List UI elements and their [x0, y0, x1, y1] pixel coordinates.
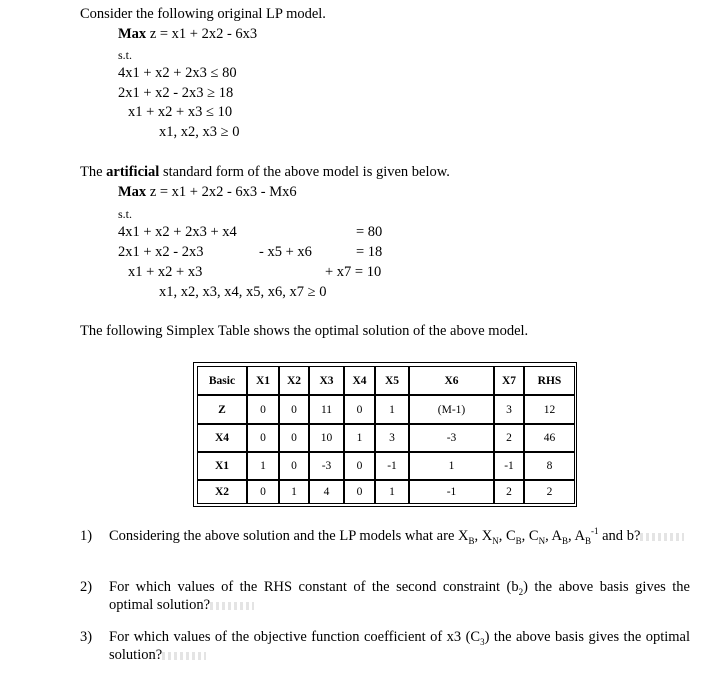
af-row-1-rhs: = 80	[356, 224, 383, 240]
redacted-mark	[162, 652, 206, 660]
table-cell: 1	[375, 480, 409, 504]
question-1	[80, 527, 690, 567]
intro-original-model: Consider the following original LP model.	[80, 6, 326, 22]
letter: A	[574, 528, 585, 544]
table-cell: 1	[344, 424, 375, 452]
table-basic-cell: X1	[197, 452, 247, 480]
sub: B	[584, 535, 591, 546]
af-row-3-rhs: + x7 = 10	[325, 264, 382, 280]
af-row-1-left: 4x1 + x2 + 2x3 + x4	[118, 224, 237, 240]
table-cell: 2	[494, 424, 524, 452]
table-cell: 0	[279, 395, 309, 424]
table-header-cell: X7	[494, 366, 524, 395]
table-cell: 0	[279, 424, 309, 452]
letter: C	[505, 528, 516, 544]
letter: A	[551, 528, 563, 544]
simplex-table	[193, 362, 577, 507]
intro-pre: The	[80, 164, 107, 180]
table-header-cell: X5	[375, 366, 409, 395]
table-cell: -1	[494, 452, 524, 480]
table-cell: (M-1)	[409, 395, 494, 424]
af-row-2-left: 2x1 + x2 - 2x3	[118, 244, 204, 260]
table-cell: 0	[344, 480, 375, 504]
constraint-2: 2x1 + x2 - 2x3 ≥ 18	[118, 85, 234, 101]
sub: B	[468, 535, 475, 546]
sub: N	[492, 535, 499, 546]
table-cell: 11	[309, 395, 344, 424]
q1-tail: b?	[626, 528, 641, 544]
table-cell: 0	[279, 452, 309, 480]
table-cell: -1	[375, 452, 409, 480]
table-cell: 0	[247, 395, 279, 424]
table-basic-cell: X4	[197, 424, 247, 452]
table-cell: 4	[309, 480, 344, 504]
table-header-cell: RHS	[524, 366, 575, 395]
table-cell: 1	[279, 480, 309, 504]
redacted-mark	[640, 533, 684, 541]
table-cell: -3	[409, 424, 494, 452]
sub: B	[515, 535, 522, 546]
intro-artificial-form	[80, 163, 450, 181]
table-header-cell: X2	[279, 366, 309, 395]
table-cell: 1	[409, 452, 494, 480]
table-cell: 0	[344, 395, 375, 424]
table-cell: 2	[494, 480, 524, 504]
table-header-cell: X6	[409, 366, 494, 395]
table-cell: 3	[375, 424, 409, 452]
constraint-3: x1 + x2 + x3 ≤ 10	[128, 104, 233, 120]
q2-text2: ) the above basis gives the optimal solution?	[109, 579, 690, 613]
table-cell: 1	[375, 395, 409, 424]
table-header-cell: X3	[309, 366, 344, 395]
intro-bold: artificial	[106, 164, 160, 180]
objective-original	[118, 25, 257, 43]
question-text	[109, 578, 690, 614]
question-number: 2)	[80, 579, 93, 595]
q1-text: Considering the above solution and the LP models what are X	[109, 528, 469, 544]
table-basic-cell: X2	[197, 480, 247, 504]
table-cell: 0	[247, 424, 279, 452]
st-label: s.t.	[118, 207, 133, 221]
sub: 3	[480, 636, 485, 647]
objective-expression: z = x1 + 2x2 - 6x3	[149, 26, 258, 42]
table-cell: 8	[524, 452, 575, 480]
table-cell: -3	[309, 452, 344, 480]
table-cell: 0	[344, 452, 375, 480]
question-3	[80, 628, 690, 668]
af-row-2-mid: - x5 + x6	[259, 244, 312, 260]
max-label: Max	[118, 184, 147, 200]
st-label: s.t.	[118, 48, 133, 62]
nonnegativity-artificial: x1, x2, x3, x4, x5, x6, x7 ≥ 0	[159, 284, 327, 300]
table-cell: 46	[524, 424, 575, 452]
objective-artificial	[118, 183, 297, 201]
sub: B	[562, 535, 569, 546]
constraint-1: 4x1 + x2 + 2x3 ≤ 80	[118, 65, 237, 81]
table-cell: 12	[524, 395, 575, 424]
intro-post: standard form of the above model is given below.	[159, 164, 450, 180]
table-cell: 1	[247, 452, 279, 480]
table-cell: 3	[494, 395, 524, 424]
table-header-cell: X1	[247, 366, 279, 395]
table-header-cell: Basic	[197, 366, 247, 395]
letter: X	[481, 528, 493, 544]
sup: -1	[591, 526, 599, 537]
question-2	[80, 578, 690, 618]
question-number: 1)	[80, 528, 93, 544]
question-text	[109, 628, 690, 664]
table-cell: 10	[309, 424, 344, 452]
question-text: Considering the above solution and the LP models what are $X_B$, $X_N$, $C_B$, $C_N$, $A_B$, $A_B^{-1}$ and b?	[109, 527, 690, 545]
letter: C	[528, 528, 539, 544]
table-header-cell: X4	[344, 366, 375, 395]
table-cell: 2	[524, 480, 575, 504]
table-basic-cell: Z	[197, 395, 247, 424]
max-label: Max	[118, 26, 147, 42]
q3-text2: ) the above basis gives the optimal solution?	[109, 629, 690, 663]
and-word: and	[602, 528, 624, 544]
af-row-2-rhs: = 18	[356, 244, 383, 260]
sub: N	[538, 535, 546, 546]
question-number: 3)	[80, 629, 93, 645]
sub: 2	[518, 586, 524, 597]
intro-simplex-table: The following Simplex Table shows the optimal solution of the above model.	[80, 323, 529, 339]
q3-text: For which values of the objective function coefficient of x3 (C	[109, 629, 481, 645]
af-row-3-left: x1 + x2 + x3	[128, 264, 203, 280]
q2-text: For which values of the RHS constant of the second constraint (b	[109, 579, 519, 595]
table-cell: -1	[409, 480, 494, 504]
nonnegativity-original: x1, x2, x3 ≥ 0	[159, 124, 240, 140]
table-cell: 0	[247, 480, 279, 504]
objective-expression: z = x1 + 2x2 - 6x3 - Mx6	[149, 184, 297, 200]
redacted-mark	[210, 602, 254, 610]
